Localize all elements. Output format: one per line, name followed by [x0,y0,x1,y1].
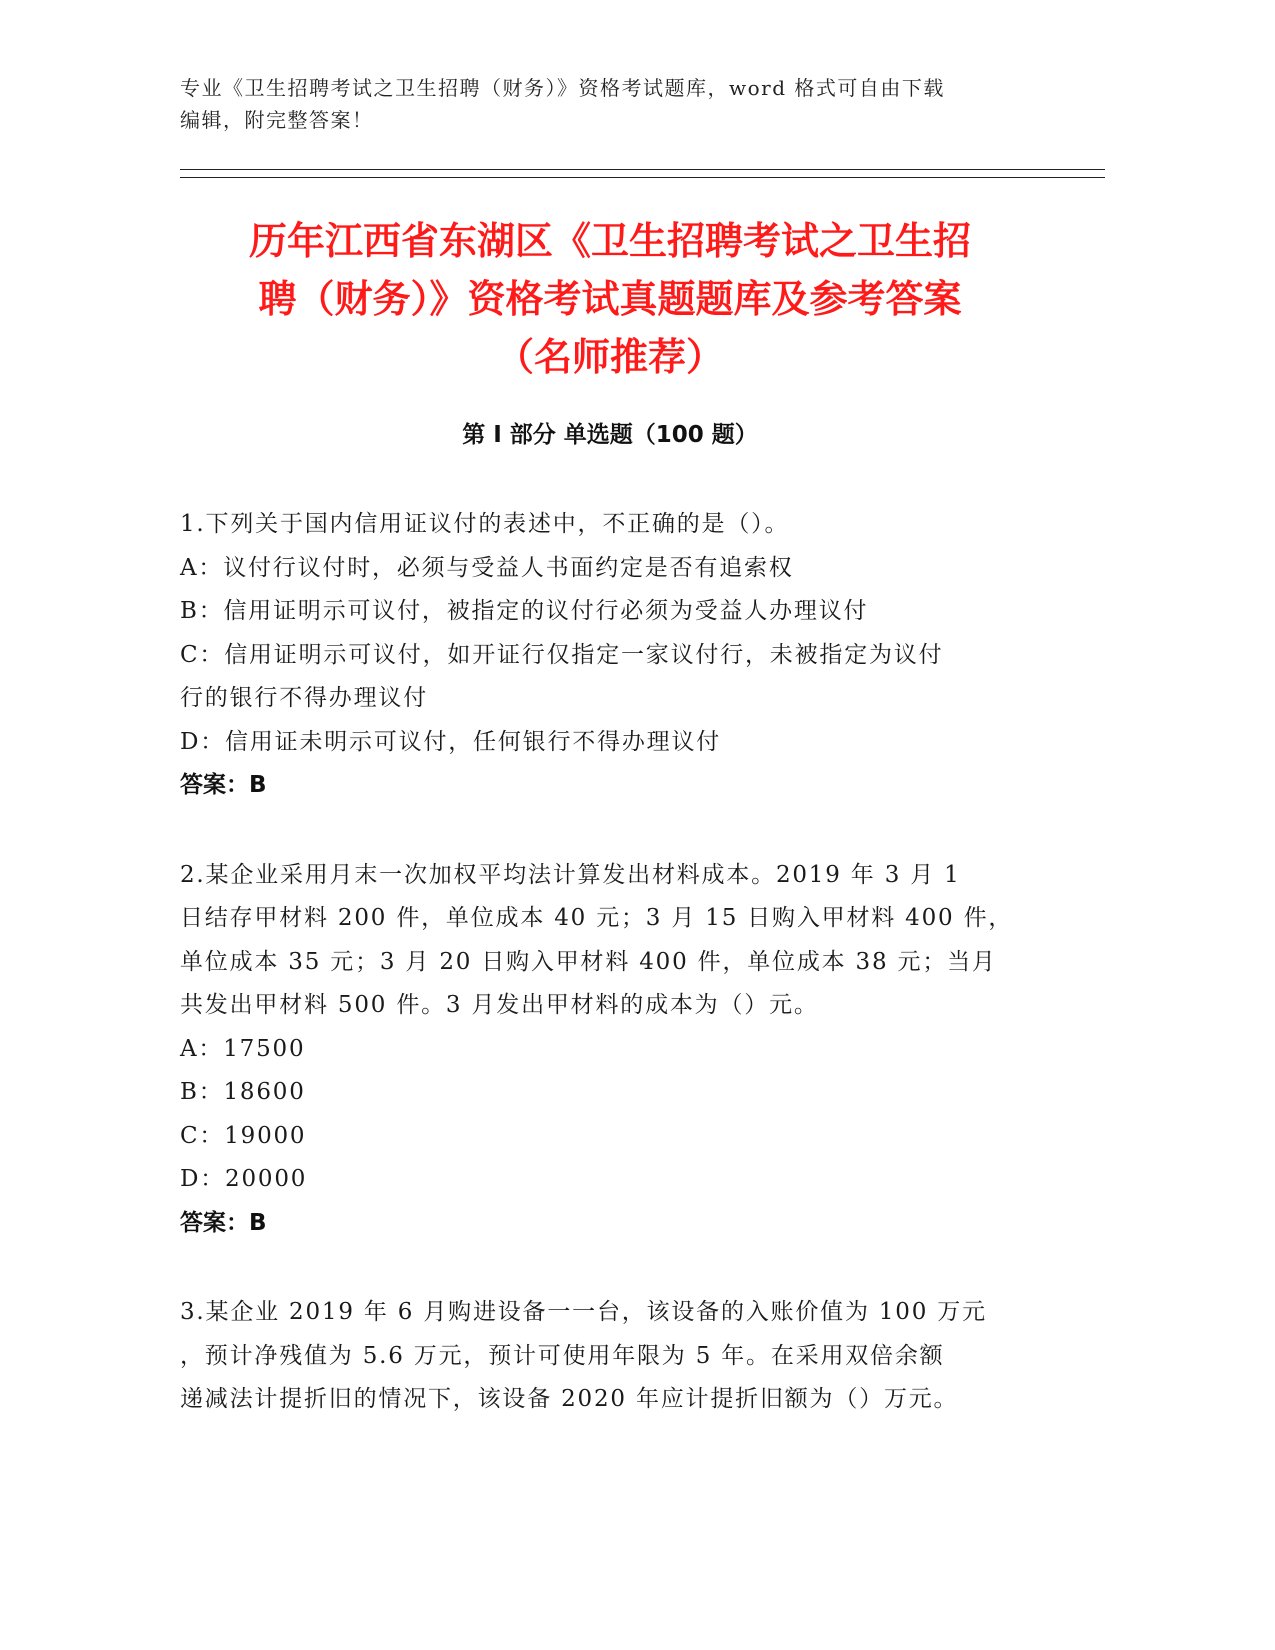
question-stem-line: ，预计净残值为 5.6 万元，预计可使用年限为 5 年。在采用双倍余额 [180,1342,945,1369]
question-block [180,503,1030,808]
answer-key: 答案：B [180,772,267,798]
question-stem-line: 单位成本 35 元；3 月 20 日购入甲材料 400 件，单位成本 38 元；当月 [180,948,997,975]
question-block [180,854,1030,1246]
document-title [180,212,1040,386]
question-stem-line: 3.某企业 2019 年 6 月购进设备一一台，该设备的入账价值为 100 万元 [180,1299,987,1325]
header-divider [180,177,1105,178]
question-stem-line: 递减法计提折旧的情况下，该设备 2020 年应计提折旧额为（）万元。 [180,1386,959,1412]
title-line: 聘（财务）》资格考试真题题库及参考答案 [258,277,962,321]
answer-option: D：20000 [180,1166,308,1192]
answer-key: 答案：B [180,1209,267,1236]
question-stem-line: 2.某企业采用月末一次加权平均法计算发出材料成本。2019 年 3 月 1 [180,861,961,888]
question-stem-line: 日结存甲材料 200 件，单位成本 40 元；3 月 15 日购入甲材料 400 件， [180,905,1014,931]
header-note-line: 编辑，附完整答案！ [180,108,374,132]
title-line: （名师推荐） [495,335,724,379]
section-title: 第 I 部分 单选题（100 题） [462,422,758,448]
question-block [180,1291,1030,1422]
question-stem-line: 共发出甲材料 500 件。3 月发出甲材料的成本为（）元。 [180,992,819,1018]
answer-option: A：议付行议付时，必须与受益人书面约定是否有追索权 [180,554,794,581]
answer-option: B：18600 [180,1079,306,1105]
header-divider [180,169,1105,170]
header-note-line: 专业《卫生招聘考试之卫生招聘（财务）》资格考试题库，word 格式可自由下载 [180,76,945,100]
answer-option: D：信用证未明示可议付，任何银行不得办理议付 [180,728,722,755]
question-list [180,503,1030,1468]
answer-option: A：17500 [180,1035,306,1062]
answer-option: C：19000 [180,1122,307,1149]
answer-option: B：信用证明示可议付，被指定的议付行必须为受益人办理议付 [180,598,869,624]
title-line: 历年江西省东湖区《卫生招聘考试之卫生招 [248,219,971,263]
answer-option: C：信用证明示可议付，如开证行仅指定一家议付行，未被指定为议付 [180,641,944,668]
question-stem-line: 1.下列关于国内信用证议付的表述中，不正确的是（）。 [180,511,790,537]
answer-option: 行的银行不得办理议付 [180,685,428,711]
header-note [180,72,1100,136]
